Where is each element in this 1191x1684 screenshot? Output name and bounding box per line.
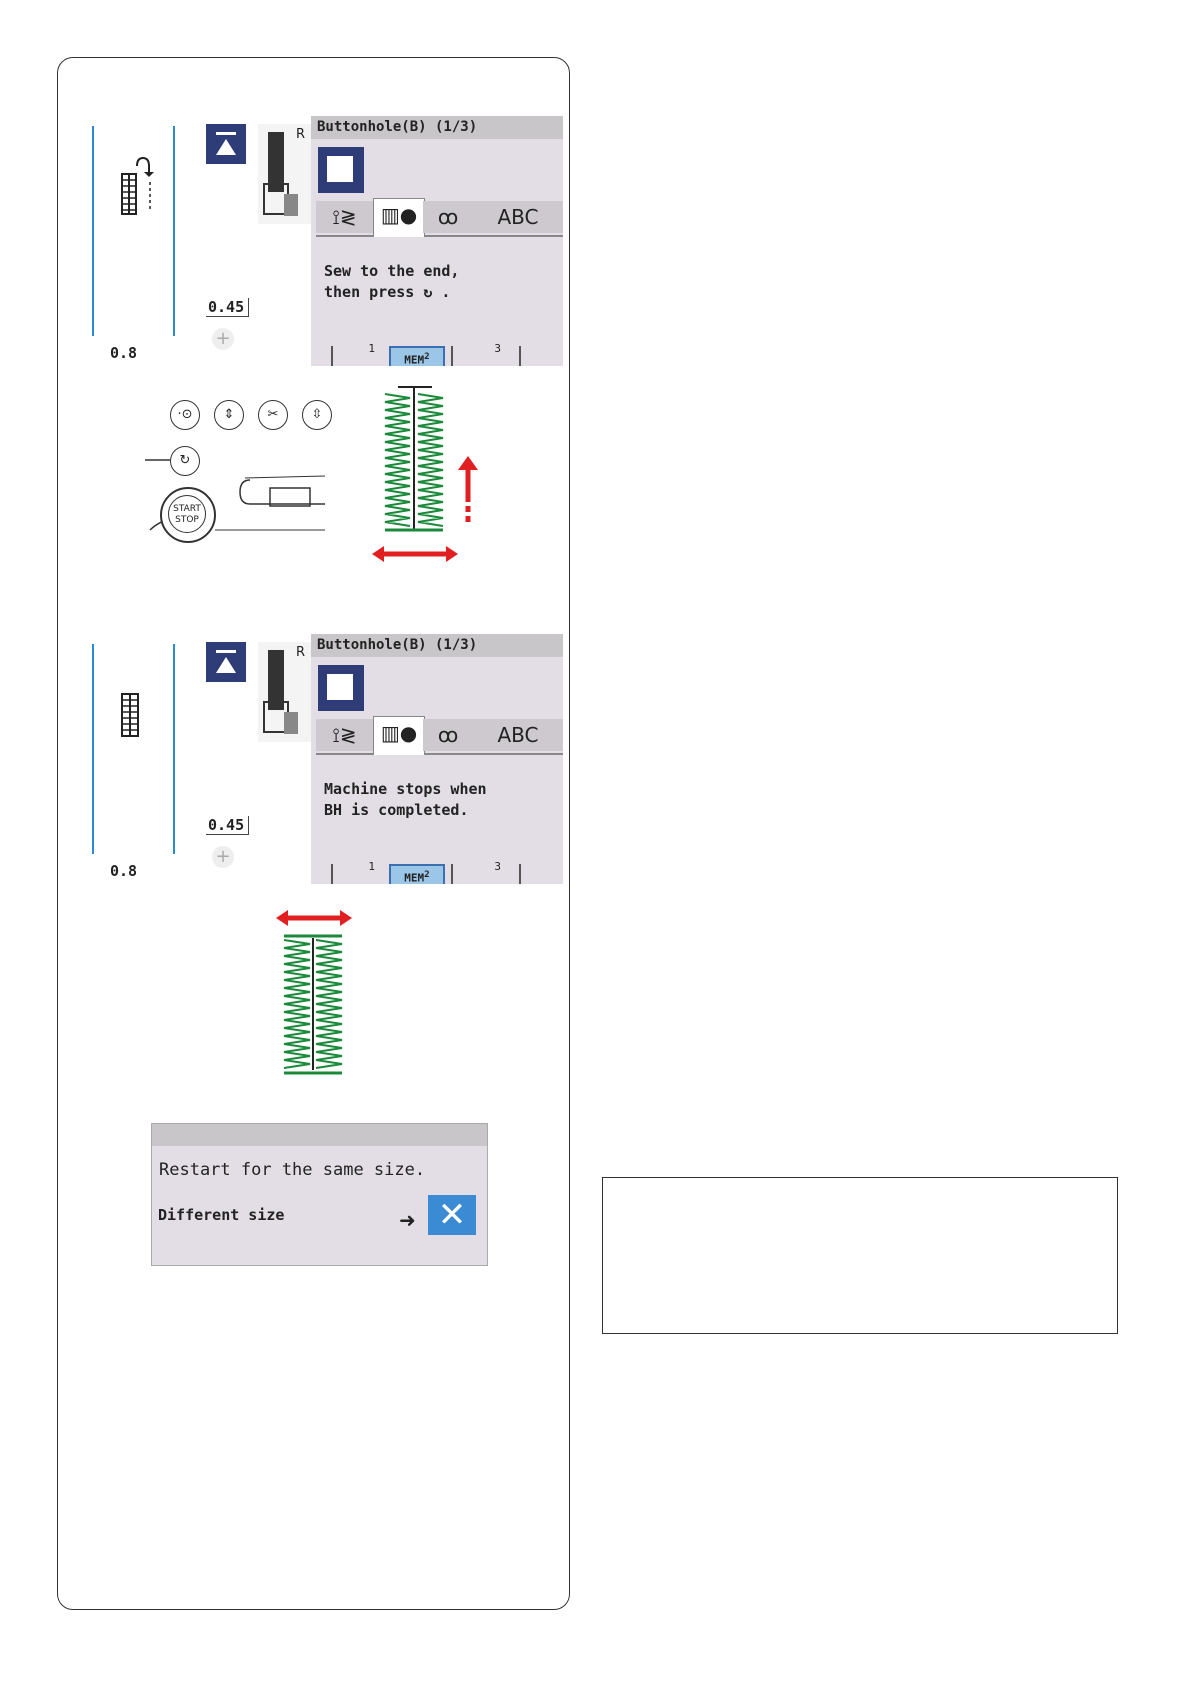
memory-slot-label: 3 bbox=[494, 342, 501, 355]
memory-slot-4[interactable] bbox=[519, 346, 561, 366]
foot-letter: R bbox=[296, 127, 306, 142]
memory-slot-label: 3 bbox=[494, 860, 501, 873]
restart-dialog bbox=[151, 1123, 488, 1266]
tab-buttonhole[interactable]: ▥● bbox=[373, 716, 425, 755]
screen-title: Buttonhole(B) (1/3) bbox=[311, 634, 563, 657]
presser-foot-up-button[interactable] bbox=[206, 642, 246, 682]
buttonhole-stitch-diagram-2 bbox=[272, 898, 362, 1088]
start-stop-button[interactable] bbox=[160, 487, 216, 543]
speed-button[interactable]: ⇕ bbox=[214, 400, 244, 430]
memory-keys bbox=[331, 860, 563, 884]
lcd-screen-2 bbox=[88, 634, 563, 884]
instruction-message: Machine stops when BH is completed. bbox=[324, 780, 487, 819]
memory-slot-1[interactable] bbox=[331, 342, 383, 366]
presser-foot-icon bbox=[258, 124, 312, 224]
divider-line bbox=[92, 126, 94, 336]
reverse-button[interactable]: ↻ bbox=[170, 446, 200, 476]
divider-line bbox=[173, 126, 175, 336]
needle-up-down-button[interactable]: ·⊙ bbox=[170, 400, 200, 430]
memory-slot-label: MEM bbox=[404, 353, 425, 366]
width-value: 0.45 bbox=[206, 298, 249, 317]
presser-foot-button[interactable]: ⇳ bbox=[302, 400, 332, 430]
memory-slot-4[interactable] bbox=[519, 864, 561, 884]
thread-cutter-button[interactable]: ✂ bbox=[258, 400, 288, 430]
category-tabs bbox=[316, 201, 563, 237]
lcd-screen-1 bbox=[88, 116, 563, 366]
width-value: 0.45 bbox=[206, 816, 249, 835]
different-size-label: Different size bbox=[158, 1206, 285, 1224]
memory-slot-label: MEM bbox=[404, 871, 425, 884]
plus-button[interactable]: + bbox=[212, 846, 234, 868]
memory-keys bbox=[331, 342, 563, 366]
instruction-message: Sew to the end, then press ↻ . bbox=[324, 262, 460, 301]
memory-slot-2[interactable] bbox=[389, 864, 445, 884]
length-value: 0.8 bbox=[110, 862, 138, 880]
presser-foot-up-button[interactable] bbox=[206, 124, 246, 164]
memory-slot-label: 1 bbox=[368, 342, 375, 355]
screen-content bbox=[311, 657, 563, 884]
buttonhole-stitch-diagram-1 bbox=[370, 384, 490, 574]
stop-label: STOP bbox=[175, 515, 199, 525]
restart-message: Restart for the same size. bbox=[159, 1160, 426, 1180]
tab-decorative[interactable]: ꝏ bbox=[423, 201, 474, 233]
note-box bbox=[602, 1177, 1118, 1334]
arrow-right-icon: ➜ bbox=[399, 1208, 416, 1232]
screen-title: Buttonhole(B) (1/3) bbox=[311, 116, 563, 139]
tab-utility[interactable]: ⟟≷ bbox=[316, 719, 374, 751]
screen-content bbox=[311, 139, 563, 366]
tab-letters[interactable]: ABC bbox=[473, 201, 563, 233]
memory-slot-3[interactable] bbox=[451, 860, 513, 884]
close-button[interactable]: ✕ bbox=[428, 1195, 476, 1235]
pattern-menu-icon[interactable] bbox=[318, 147, 364, 193]
divider-line bbox=[92, 644, 94, 854]
pattern-menu-icon[interactable] bbox=[318, 665, 364, 711]
plus-button[interactable]: + bbox=[212, 328, 234, 350]
memory-slot-number: 2 bbox=[424, 869, 430, 880]
memory-slot-3[interactable] bbox=[451, 342, 513, 366]
start-label: START bbox=[173, 504, 201, 514]
buttonhole-pattern-icon bbox=[120, 154, 154, 218]
tab-decorative[interactable]: ꝏ bbox=[423, 719, 474, 751]
category-tabs bbox=[316, 719, 563, 755]
memory-slot-1[interactable] bbox=[331, 860, 383, 884]
dialog-title-bar bbox=[152, 1124, 487, 1146]
tab-buttonhole[interactable]: ▥● bbox=[373, 198, 425, 237]
tab-utility[interactable]: ⟟≷ bbox=[316, 201, 374, 233]
tab-letters[interactable]: ABC bbox=[473, 719, 563, 751]
memory-slot-number: 2 bbox=[424, 351, 430, 362]
divider-line bbox=[173, 644, 175, 854]
buttonhole-pattern-icon bbox=[120, 692, 144, 738]
memory-slot-2[interactable] bbox=[389, 346, 445, 366]
length-value: 0.8 bbox=[110, 344, 138, 362]
presser-foot-icon bbox=[258, 642, 312, 742]
foot-letter: R bbox=[296, 645, 306, 660]
memory-slot-label: 1 bbox=[368, 860, 375, 873]
